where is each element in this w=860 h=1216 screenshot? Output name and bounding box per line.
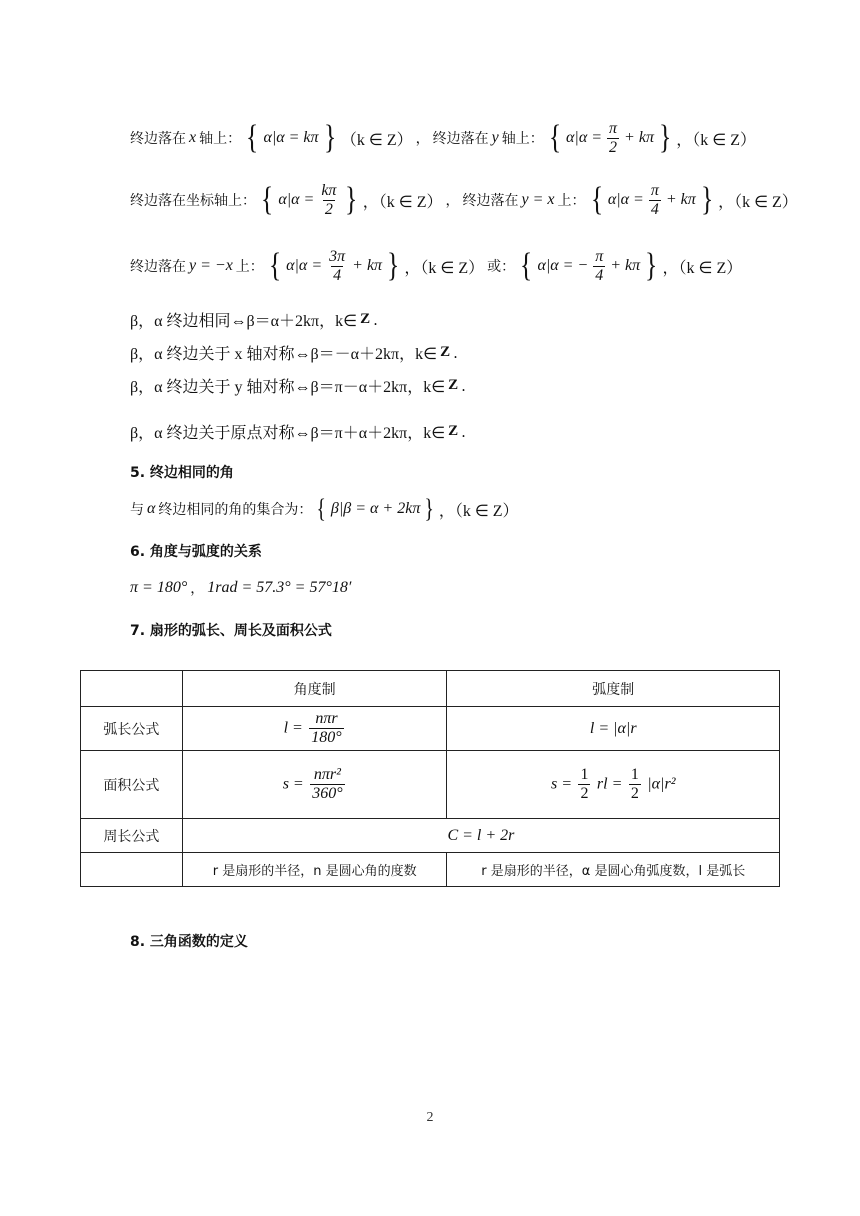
left-brace: {	[520, 247, 533, 285]
section-heading-8: 8. 三角函数的定义	[130, 934, 248, 950]
section-heading-6: 6. 角度与弧度的关系	[130, 544, 262, 560]
formula: l = |α|r	[589, 719, 637, 737]
table-header-row	[81, 671, 780, 707]
integer-set-symbol: Z	[360, 311, 371, 327]
text: 上：	[557, 193, 586, 210]
header-cell: 弧度制	[447, 671, 780, 707]
k-in-z: （k ∈ Z）	[340, 131, 413, 149]
right-brace: }	[659, 119, 672, 157]
row-label: 弧长公式	[81, 707, 183, 751]
text: β，α 终边关于原点对称⇔β＝π＋α＋2kπ，k∈	[130, 425, 446, 442]
radian-conversion: 1rad = 57.3° = 57°18′	[207, 579, 352, 596]
set-expression: α|α = kπ	[263, 129, 319, 147]
left-brace: {	[261, 181, 274, 219]
table-row-perimeter	[81, 819, 780, 853]
fraction	[578, 766, 590, 803]
set-expression: α|α =	[278, 191, 315, 209]
formula-lhs: s =	[282, 775, 304, 793]
text: 轴上：	[501, 131, 544, 148]
degree-formula-cell	[182, 751, 447, 819]
formula-lhs: l =	[283, 719, 303, 737]
page-number: 2	[426, 1110, 434, 1125]
terminal-side-on-negative-diagonal-line	[130, 248, 742, 285]
fraction	[649, 182, 661, 219]
numerator: π	[609, 120, 618, 137]
section-heading-7: 7. 扇形的弧长、周长及面积公式	[130, 623, 332, 639]
variable: α	[147, 500, 156, 517]
radian-note-cell: r 是扇形的半径，α 是圆心角弧度数，l 是弧长	[447, 853, 780, 887]
k-in-z: ，（k ∈ Z）	[718, 193, 798, 211]
separator: ，	[445, 193, 460, 210]
radian-formula-cell	[447, 707, 780, 751]
text: 轴上：	[199, 131, 242, 148]
k-in-z: ，（k ∈ Z）	[662, 259, 743, 277]
text: β，α 终边关于 y 轴对称⇔β＝π－α＋2kπ，k∈	[130, 379, 446, 396]
row-label: 周长公式	[81, 819, 183, 853]
period: .	[453, 343, 458, 362]
radian-formula-cell	[447, 751, 780, 819]
relation-symmetric-y-axis	[130, 374, 466, 397]
right-brace: }	[645, 247, 658, 285]
equation: y = −x	[189, 257, 233, 275]
fraction	[319, 182, 338, 219]
degree-formula-cell	[182, 707, 447, 751]
right-brace: }	[387, 247, 400, 285]
numerator: 1	[630, 766, 639, 783]
k-in-z: ，（k ∈ Z）	[362, 193, 443, 211]
text: β，α 终边关于 x 轴对称⇔β＝－α＋2kπ，k∈	[130, 346, 438, 363]
set-expression: + kπ	[610, 257, 641, 275]
integer-set-symbol: Z	[448, 377, 459, 393]
pi-equals-180: π = 180°	[130, 579, 188, 596]
left-brace: {	[246, 119, 259, 157]
fraction	[309, 710, 343, 747]
period: .	[461, 376, 466, 395]
text: 终边落在	[462, 193, 519, 210]
left-brace: {	[548, 119, 561, 157]
numerator: 3π	[329, 248, 346, 265]
set-expression: α|α =	[286, 257, 323, 275]
left-brace: {	[590, 181, 603, 219]
relation-symmetric-x-axis	[130, 341, 458, 364]
set-expression: α|α = −	[537, 257, 589, 275]
table-row-notes	[81, 853, 780, 887]
fraction	[593, 248, 605, 285]
relation-symmetric-origin	[130, 420, 466, 443]
numerator: π	[595, 248, 604, 265]
text: 终边落在	[130, 259, 186, 276]
denominator: 4	[333, 266, 342, 284]
separator: ，	[190, 581, 205, 597]
fraction	[607, 120, 619, 157]
variable: y	[491, 129, 499, 147]
k-in-z: ，（k ∈ Z）	[676, 131, 757, 149]
right-brace: }	[700, 181, 714, 219]
row-label: 面积公式	[81, 751, 183, 819]
left-brace: {	[268, 247, 282, 285]
separator: ，	[415, 131, 430, 148]
formula-lhs: s =	[550, 775, 572, 793]
sector-formula-table	[80, 670, 780, 887]
degree-note-cell: r 是扇形的半径，n 是圆心角的度数	[182, 853, 447, 887]
terminal-side-on-axes-line	[130, 120, 756, 157]
table-row-arc-length	[81, 707, 780, 751]
denominator: 4	[650, 200, 659, 218]
terminal-side-on-coordinate-axes-line	[130, 182, 798, 219]
numerator: nπr²	[313, 766, 341, 783]
text: 终边相同的角的集合为：	[158, 502, 313, 518]
perimeter-formula-cell	[182, 819, 779, 853]
set-expression: + kπ	[665, 191, 696, 209]
k-in-z: ，（k ∈ Z）	[404, 259, 485, 277]
formula-mid: rl =	[596, 775, 623, 793]
denominator: 4	[595, 266, 604, 284]
integer-set-symbol: Z	[448, 423, 459, 439]
header-cell: 角度制	[182, 671, 447, 707]
text: 与	[130, 502, 144, 518]
fraction	[310, 766, 344, 803]
formula: C = l + 2r	[447, 826, 515, 844]
numerator: π	[650, 182, 659, 199]
fraction	[327, 248, 347, 285]
denominator: 2	[580, 784, 589, 802]
set-expression: β|β = α + 2kπ	[330, 500, 421, 517]
variable: x	[189, 129, 197, 147]
section-heading-5: 5. 终边相同的角	[130, 465, 234, 481]
numerator: nπr	[315, 710, 338, 727]
text: 终边落在	[130, 131, 186, 148]
same-terminal-set-line	[130, 496, 519, 522]
right-brace: }	[345, 181, 358, 219]
integer-set-symbol: Z	[440, 344, 451, 360]
denominator: 180°	[311, 728, 342, 746]
table-row-area	[81, 751, 780, 819]
denominator: 2	[324, 200, 333, 218]
k-in-z: ，（k ∈ Z）	[438, 502, 519, 520]
numerator: 1	[580, 766, 589, 783]
header-cell	[81, 671, 183, 707]
fraction	[629, 766, 641, 803]
set-expression: α|α =	[566, 129, 603, 147]
numerator: kπ	[321, 182, 337, 199]
denominator: 360°	[312, 784, 343, 802]
text: 终边落在	[432, 131, 489, 148]
text: β，α 终边相同⇔β＝α＋2kπ，k∈	[130, 313, 358, 330]
formula-rhs: |α|r²	[647, 775, 676, 793]
equation: y = x	[521, 191, 555, 209]
period: .	[373, 310, 378, 329]
set-expression: + kπ	[624, 129, 654, 147]
right-brace: }	[424, 494, 435, 523]
relation-same-terminal-side	[130, 308, 378, 331]
set-expression: α|α =	[607, 191, 644, 209]
degree-radian-relation-line	[130, 578, 351, 598]
text: 终边落在坐标轴上：	[130, 193, 256, 210]
right-brace: }	[323, 119, 336, 157]
text: 上：	[235, 259, 264, 276]
row-label	[81, 853, 183, 887]
period: .	[461, 422, 466, 441]
set-expression: + kπ	[352, 257, 383, 275]
left-brace: {	[316, 494, 327, 523]
or-text: 或：	[487, 259, 516, 276]
denominator: 2	[630, 784, 639, 802]
denominator: 2	[609, 138, 618, 156]
